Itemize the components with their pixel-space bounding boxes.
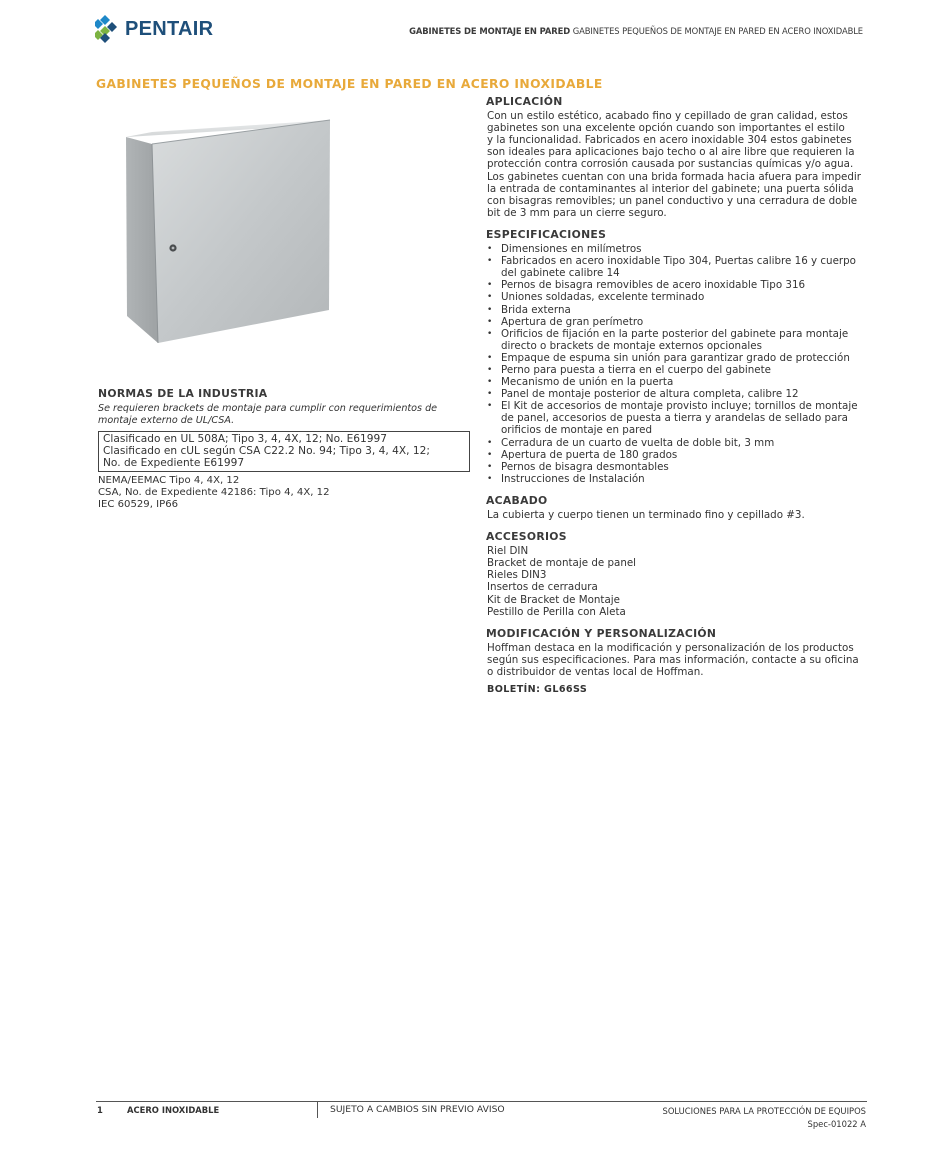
- list-item: Bracket de montaje de panel: [487, 557, 637, 570]
- text-line: Hoffman destaca en la modificación y personalización de los productos: [487, 641, 854, 654]
- spec-item: [486, 352, 866, 364]
- bulletin-number: BOLETÍN: GL66SS: [487, 684, 588, 696]
- spec-item-line: • Brida externa: [501, 303, 571, 316]
- spec-item-line: • Pernos de bisagra removibles de acero inoxidable Tipo 316: [501, 279, 806, 292]
- rating-line: IEC 60529, IP66: [98, 499, 179, 511]
- page-title: GABINETES PEQUEÑOS DE MONTAJE EN PARED EN ACERO INOXIDABLE: [96, 77, 603, 91]
- spec-item: [486, 364, 866, 376]
- spec-item: [486, 473, 866, 485]
- industry-note: Se requieren brackets de montaje para cumplir con requerimientos de montaje externo de UL/CSA.: [98, 403, 438, 426]
- list-item: Riel DIN: [487, 545, 529, 558]
- text-line: con bisagras removibles; un panel conductivo y una cerradura de doble: [487, 194, 858, 207]
- accessories-list: [487, 545, 866, 618]
- spec-item: [486, 400, 866, 436]
- cert-line: Clasificado en UL 508A; Tipo 3, 4, 4X, 12; No. E61997: [103, 433, 387, 445]
- application-heading: APLICACIÓN: [486, 95, 563, 108]
- text-line: según sus especificaciones. Para mas información, contacte a su oficina: [487, 653, 859, 666]
- spec-item-line: • Mecanismo de unión en la puerta: [501, 376, 674, 389]
- footer-section: ACERO INOXIDABLE: [127, 1105, 220, 1115]
- list-item: Rieles DIN3: [487, 569, 547, 582]
- finish-heading: ACABADO: [486, 493, 548, 507]
- spec-item: [486, 316, 866, 328]
- list-item: Insertos de cerradura: [487, 581, 598, 594]
- spec-item-line: • Apertura de gran perímetro: [501, 315, 644, 328]
- text-line: la entrada de contaminantes al interior del gabinete; una puerta sólida: [487, 182, 854, 195]
- cert-line: Clasificado en cUL según CSA C22.2 No. 94; Tipo 3, 4, 4X, 12;: [103, 445, 430, 458]
- specifications-list: [486, 243, 866, 485]
- pentair-logo: [95, 13, 213, 45]
- header-category: [409, 26, 863, 36]
- spec-item-line: • Dimensiones en milímetros: [501, 243, 642, 256]
- spec-item-line: • Apertura de puerta de 180 grados: [501, 448, 678, 461]
- list-item: Pestillo de Perilla con Aleta: [487, 605, 626, 618]
- modification-text: [487, 642, 866, 678]
- spec-item-line: • Perno para puesta a tierra en el cuerpo del gabinete: [501, 363, 772, 376]
- spec-item: [486, 449, 866, 461]
- industry-standards-section: [98, 388, 470, 511]
- cert-line: No. de Expediente E61997: [103, 457, 245, 470]
- spec-item-line: directo o brackets de montaje externos opcionales: [501, 339, 762, 352]
- spec-item-line: • Instrucciones de Instalación: [501, 472, 645, 485]
- spec-item: [486, 291, 866, 303]
- spec-item-line: • Panel de montaje posterior de altura completa, calibre 12: [501, 388, 799, 401]
- text-line: o distribuidor de ventas local de Hoffman.: [487, 666, 704, 679]
- right-column: [486, 96, 866, 696]
- text-line: protección contra corrosión causada por sustancias químicas y/o agua.: [487, 158, 854, 171]
- spec-item: [486, 279, 866, 291]
- footer-separator: [317, 1101, 318, 1118]
- specifications-heading: ESPECIFICACIONES: [486, 227, 607, 241]
- spec-number: Spec-01022 A: [807, 1118, 866, 1129]
- spec-item-line: • Uniones soldadas, excelente terminado: [501, 291, 705, 304]
- text-line: y la funcionalidad. Fabricados en acero inoxidable 304 estos gabinetes: [487, 134, 852, 147]
- spec-item: [486, 388, 866, 400]
- spec-item: [486, 461, 866, 473]
- header-category-sub: GABINETES PEQUEÑOS DE MONTAJE EN PARED EN ACERO INOXIDABLE: [572, 26, 863, 36]
- rating-line: NEMA/EEMAC Tipo 4, 4X, 12: [98, 474, 240, 486]
- cabinet-product-image: [100, 110, 360, 370]
- spec-item: [486, 243, 866, 255]
- spec-item: [486, 376, 866, 388]
- text-line: bit de 3 mm para un cierre seguro.: [487, 206, 667, 219]
- text-line: Los gabinetes cuentan con una brida formada hacia afuera para impedir: [487, 170, 861, 183]
- spec-item-line: • Cerradura de un cuarto de vuelta de doble bit, 3 mm: [501, 436, 775, 449]
- spec-item-line: • Pernos de bisagra desmontables: [501, 460, 669, 473]
- spec-item: [486, 304, 866, 316]
- modification-heading: MODIFICACIÓN Y PERSONALIZACIÓN: [486, 626, 717, 640]
- text-line: Con un estilo estético, acabado fino y cepillado de gran calidad, estos: [487, 110, 848, 123]
- list-item: Kit de Bracket de Montaje: [487, 593, 620, 606]
- footer-tagline: SOLUCIONES PARA LA PROTECCIÓN DE EQUIPOS: [662, 1106, 866, 1116]
- spec-item-line: • Orificios de fijación en la parte posterior del gabinete para montaje: [501, 327, 849, 340]
- finish-text: La cubierta y cuerpo tienen un terminado fino y cepillado #3.: [487, 509, 805, 521]
- application-text: [487, 110, 866, 219]
- spec-item-line: • Fabricados en acero inoxidable Tipo 304, Puertas calibre 16 y cuerpo: [501, 255, 856, 268]
- spec-item-line: del gabinete calibre 14: [501, 267, 620, 280]
- spec-item: [486, 328, 866, 352]
- spec-item-line: • Empaque de espuma sin unión para garantizar grado de protección: [501, 351, 850, 364]
- page-number: 1: [97, 1105, 103, 1115]
- footer-notice: SUJETO A CAMBIOS SIN PREVIO AVISO: [330, 1104, 505, 1115]
- spec-item-line: • El Kit de accesorios de montaje provisto incluye; tornillos de montaje: [501, 400, 858, 413]
- footer-divider: [96, 1101, 867, 1102]
- text-line: son ideales para aplicaciones bajo techo o al aire libre que requieren la: [487, 146, 855, 159]
- spec-item: [486, 255, 866, 279]
- spec-item-line: orificios de montaje en pared: [501, 424, 653, 437]
- pentair-diamond-icon: [95, 13, 121, 45]
- spec-item-line: de panel, accesorios de puesta a tierra y arandelas de sellado para: [501, 412, 848, 425]
- footer-right: [663, 1105, 867, 1130]
- certification-box: [98, 431, 470, 472]
- header-category-bold: GABINETES DE MONTAJE EN PARED: [409, 26, 571, 36]
- text-line: gabinetes son una excelente opción cuando son importantes el estilo: [487, 122, 845, 135]
- accessories-heading: ACCESORIOS: [486, 530, 567, 544]
- spec-item: [486, 437, 866, 449]
- brand-name: PENTAIR: [125, 17, 214, 40]
- rating-line: CSA, No. de Expediente 42186: Tipo 4, 4X, 12: [98, 486, 330, 498]
- industry-heading: NORMAS DE LA INDUSTRIA: [98, 387, 268, 400]
